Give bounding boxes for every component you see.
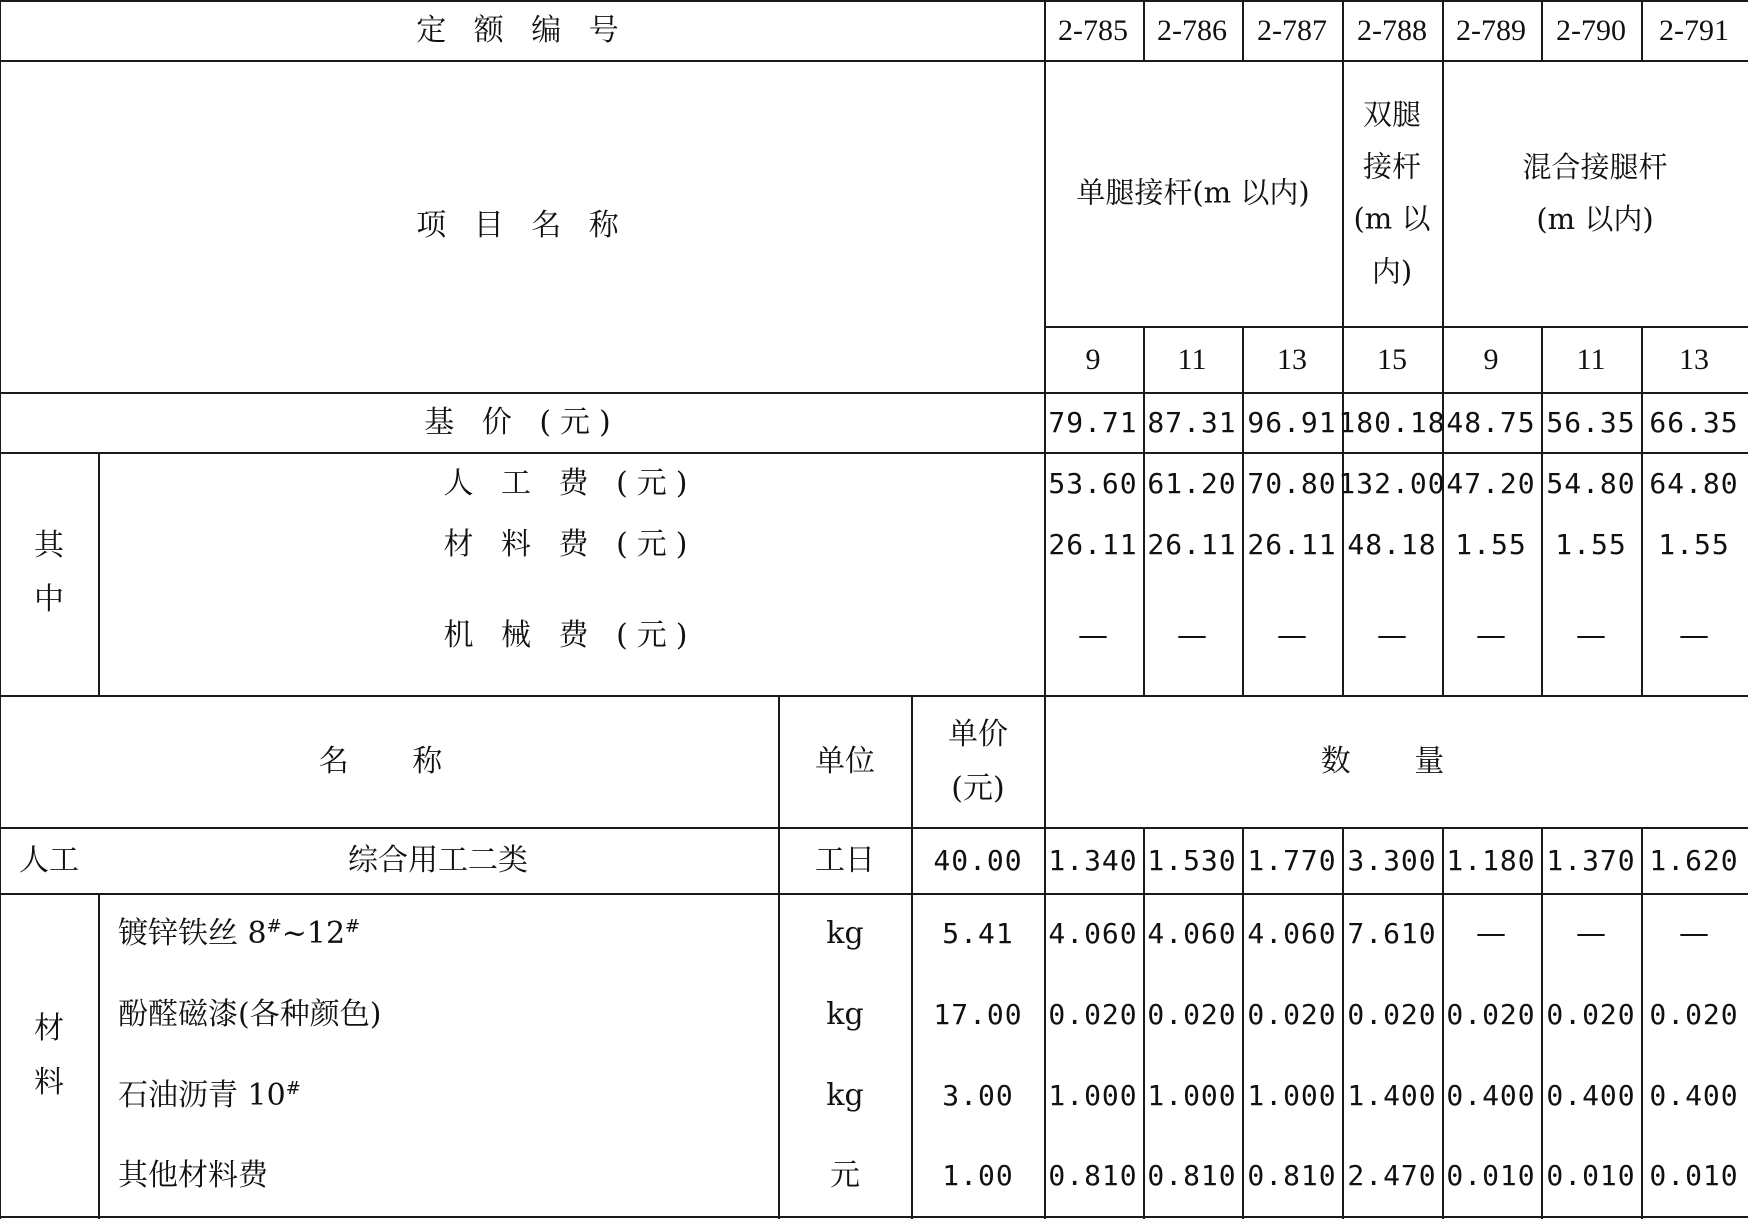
material-quantity: 0.010 <box>1546 1159 1636 1192</box>
material-cost-value: 26.11 <box>1247 528 1337 561</box>
material-quantity: — <box>1679 916 1709 951</box>
base-price-value: 66.35 <box>1649 406 1739 439</box>
material-cost-value: 48.18 <box>1347 528 1437 561</box>
rule-after-labor <box>0 893 1748 895</box>
code-cell: 2-791 <box>1659 14 1729 47</box>
group-mixed-leg: 混合接腿杆 (m 以内) <box>1522 149 1668 236</box>
material-quantity: 4.060 <box>1048 917 1138 950</box>
labor-quantity: 1.370 <box>1546 844 1636 877</box>
rule-after-baseprice <box>0 452 1748 454</box>
base-price-value: 48.75 <box>1446 406 1536 439</box>
group-single-leg: 单腿接杆(m 以内) <box>1076 175 1310 210</box>
machine-cost-value: — <box>1576 618 1606 653</box>
rule-col-6c <box>1541 827 1543 1219</box>
length-cell: 13 <box>1679 343 1709 376</box>
material-name: 其他材料费 <box>118 1158 268 1193</box>
labor-quantity: 1.180 <box>1446 844 1536 877</box>
machine-cost-value: — <box>1377 618 1407 653</box>
labor-cost-value: 132.00 <box>1338 467 1446 500</box>
material-quantity: 0.810 <box>1247 1159 1337 1192</box>
material-quantity: 7.610 <box>1347 917 1437 950</box>
rule-col-3b <box>1242 326 1244 695</box>
rule-col-left-edge <box>0 0 1 1219</box>
material-quantity: 0.020 <box>1546 998 1636 1031</box>
material-quantity: 0.810 <box>1147 1159 1237 1192</box>
length-cell: 11 <box>1177 343 1207 376</box>
base-price-value: 96.91 <box>1247 406 1337 439</box>
material-quantity: 0.020 <box>1446 998 1536 1031</box>
labor-cost-value: 61.20 <box>1147 467 1237 500</box>
material-unit: kg <box>826 1078 864 1113</box>
rule-col-values <box>1044 0 1046 1219</box>
labor-cost-value: 64.80 <box>1649 467 1739 500</box>
base-price-value: 180.18 <box>1338 406 1446 439</box>
material-quantity: 0.020 <box>1347 998 1437 1031</box>
materials-category: 材 料 <box>34 1011 64 1100</box>
rule-col-3c <box>1242 827 1244 1219</box>
material-quantity: 4.060 <box>1247 917 1337 950</box>
material-name: 镀锌铁丝 8#~12# <box>118 916 361 951</box>
rule-col-2b <box>1143 326 1145 695</box>
length-cell: 11 <box>1576 343 1606 376</box>
rule-col-category-lower <box>98 893 100 1219</box>
machine-cost-value: — <box>1078 618 1108 653</box>
material-quantity: 1.400 <box>1347 1079 1437 1112</box>
labor-cost-value: 54.80 <box>1546 467 1636 500</box>
labor-name: 综合用工二类 <box>348 843 528 878</box>
material-quantity: 0.400 <box>1649 1079 1739 1112</box>
length-cell: 13 <box>1277 343 1307 376</box>
machine-cost-value: — <box>1277 618 1307 653</box>
labor-cost-value: 70.80 <box>1247 467 1337 500</box>
labor-price: 40.00 <box>933 844 1023 877</box>
base-price-value: 87.31 <box>1147 406 1237 439</box>
length-cell: 9 <box>1483 343 1499 376</box>
machine-cost-value: — <box>1476 618 1506 653</box>
item-name-label: 项 目 名 称 <box>416 208 628 243</box>
rule-col-4 <box>1342 0 1344 695</box>
material-quantity: 0.010 <box>1446 1159 1536 1192</box>
detail-quantity-header: 数 量 <box>1320 744 1472 779</box>
rule-col-price <box>911 695 913 1219</box>
material-quantity: 1.000 <box>1048 1079 1138 1112</box>
rule-col-3 <box>1242 0 1244 60</box>
material-quantity: 0.400 <box>1446 1079 1536 1112</box>
breakdown-group-label: 其 中 <box>34 528 64 617</box>
machine-cost-value: — <box>1177 618 1207 653</box>
material-quantity: 1.000 <box>1147 1079 1237 1112</box>
material-cost-value: 1.55 <box>1555 528 1627 561</box>
labor-category: 人工 <box>19 843 79 878</box>
labor-quantity: 3.300 <box>1347 844 1437 877</box>
material-cost-value: 1.55 <box>1658 528 1730 561</box>
material-price: 5.41 <box>942 917 1014 950</box>
material-cost-label: 材 料 费 (元) <box>443 527 697 562</box>
code-label: 定 额 编 号 <box>416 13 628 48</box>
labor-quantity: 1.620 <box>1649 844 1739 877</box>
rule-bottom <box>0 1216 1748 1218</box>
length-cell: 9 <box>1085 343 1101 376</box>
material-quantity: 2.470 <box>1347 1159 1437 1192</box>
material-quantity: 0.810 <box>1048 1159 1138 1192</box>
material-cost-value: 26.11 <box>1147 528 1237 561</box>
length-cell: 15 <box>1377 343 1407 376</box>
labor-cost-label: 人 工 费 (元) <box>443 466 697 501</box>
material-quantity: — <box>1476 916 1506 951</box>
rule-col-6b <box>1541 326 1543 695</box>
material-quantity: 0.400 <box>1546 1079 1636 1112</box>
material-unit: 元 <box>830 1158 860 1193</box>
labor-cost-value: 53.60 <box>1048 467 1138 500</box>
code-cell: 2-786 <box>1157 14 1227 47</box>
machine-cost-label: 机 械 费 (元) <box>443 618 697 653</box>
material-quantity: 0.020 <box>1147 998 1237 1031</box>
material-quantity: 0.020 <box>1247 998 1337 1031</box>
material-quantity: — <box>1576 916 1606 951</box>
material-price: 1.00 <box>942 1159 1014 1192</box>
base-price-value: 56.35 <box>1546 406 1636 439</box>
code-cell: 2-788 <box>1357 14 1427 47</box>
material-quantity: 4.060 <box>1147 917 1237 950</box>
labor-unit: 工日 <box>815 843 875 878</box>
base-price-label: 基 价 (元) <box>424 405 620 440</box>
material-price: 3.00 <box>942 1079 1014 1112</box>
material-cost-value: 1.55 <box>1455 528 1527 561</box>
material-quantity: 1.000 <box>1247 1079 1337 1112</box>
base-price-value: 79.71 <box>1048 406 1138 439</box>
rule-col-unit <box>778 695 780 1219</box>
rule-col-category <box>98 452 100 695</box>
rule-col-4c <box>1342 827 1344 1219</box>
rule-col-2 <box>1143 0 1145 60</box>
code-cell: 2-787 <box>1257 14 1327 47</box>
material-unit: kg <box>826 997 864 1032</box>
rule-col-7c <box>1641 827 1643 1219</box>
code-cell: 2-785 <box>1058 14 1128 47</box>
material-quantity: 0.010 <box>1649 1159 1739 1192</box>
detail-price-header: 单价 (元) <box>948 717 1008 806</box>
code-cell: 2-789 <box>1456 14 1526 47</box>
material-name: 石油沥青 10# <box>118 1078 301 1113</box>
rule-col-5 <box>1442 0 1444 695</box>
material-quantity: 0.020 <box>1649 998 1739 1031</box>
rule-top <box>0 0 1748 2</box>
labor-quantity: 1.770 <box>1247 844 1337 877</box>
detail-name-header: 名 称 <box>318 744 470 779</box>
material-unit: kg <box>826 916 864 951</box>
rule-after-breakdown <box>0 695 1748 697</box>
material-cost-value: 26.11 <box>1048 528 1138 561</box>
rule-col-7b <box>1641 326 1643 695</box>
rule-col-2c <box>1143 827 1145 1219</box>
detail-unit-header: 单位 <box>815 744 875 779</box>
code-cell: 2-790 <box>1556 14 1626 47</box>
material-price: 17.00 <box>933 998 1023 1031</box>
rule-after-detail-header <box>0 827 1748 829</box>
rule-col-5c <box>1442 827 1444 1219</box>
group-double-leg: 双腿 接杆 (m 以 内) <box>1353 97 1431 289</box>
machine-cost-value: — <box>1679 618 1709 653</box>
rule-after-lengths <box>0 392 1748 394</box>
labor-cost-value: 47.20 <box>1446 467 1536 500</box>
labor-quantity: 1.340 <box>1048 844 1138 877</box>
rule-after-codes <box>0 60 1748 62</box>
labor-quantity: 1.530 <box>1147 844 1237 877</box>
material-name: 酚醛磁漆(各种颜色) <box>118 997 382 1032</box>
material-quantity: 0.020 <box>1048 998 1138 1031</box>
rule-col-6 <box>1541 0 1543 60</box>
rule-col-7 <box>1641 0 1643 60</box>
